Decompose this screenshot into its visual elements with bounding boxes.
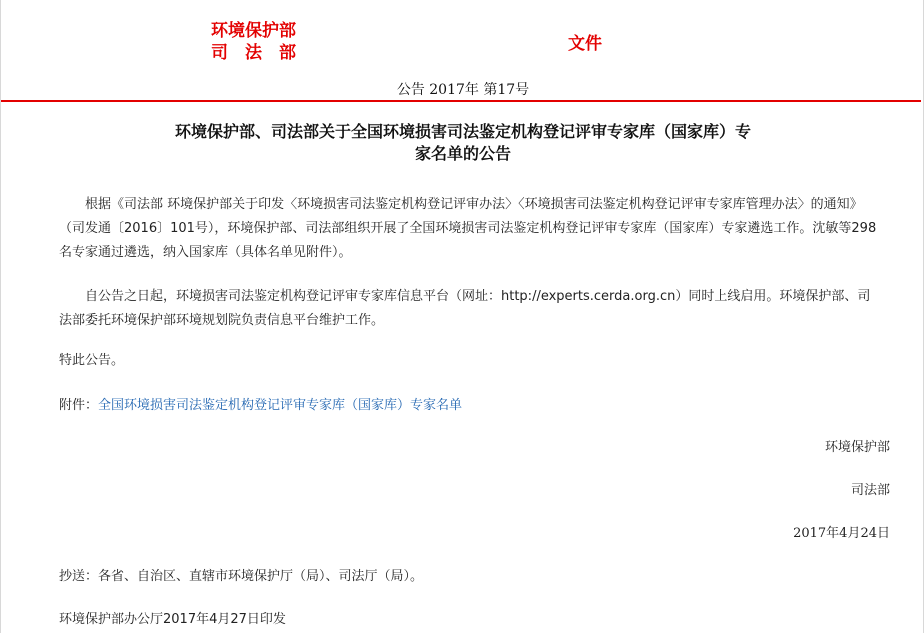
body-paragraph-1: 根据《司法部 环境保护部关于印发〈环境损害司法鉴定机构登记评审办法〉〈环境损害司法鉴定机构登记评审专家库管理办法〉的通知》（司发通〔2016〕101号），环境保护部、司法部组织开展了全国环境损害司法鉴定机构登记评审专家库（国家库）专家遴选工作。沈敏等298名专家通过遴选，纳入国家库（具体名单见附件）。 [59,197,877,260]
printed-line: 环境保护部办公厅2017年4月27日印发 [59,612,286,627]
document-word: 文件 [568,34,602,54]
body-paragraph-3: 特此公告。 [59,353,125,368]
signature-org-1: 环境保护部 [824,440,890,455]
red-divider [1,100,921,102]
signature-org-2: 司法部 [850,483,890,498]
attachment-link[interactable]: 全国环境损害司法鉴定机构登记评审专家库（国家库）专家名单 [98,398,463,413]
title-line-1: 环境保护部、司法部关于全国环境损害司法鉴定机构登记评审专家库（国家库）专 [174,122,751,141]
body-paragraph-2: 自公告之日起，环境损害司法鉴定机构登记评审专家库信息平台（网址：http://experts.cerda.org.cn）同时上线启用。环境保护部、司法部委托环境保护部环境规划院负责信息平台维护工作。 [59,289,871,328]
title-line-2: 家名单的公告 [414,144,511,163]
issuer-line-2: 司 法 部 [211,43,296,63]
issuer-line-1: 环境保护部 [211,21,296,41]
page-title [1,121,924,165]
attachment-line [59,394,462,418]
attachment-label: 附件： [59,398,99,413]
cc-line: 抄送：各省、自治区、直辖市环境保护厅（局）、司法厅（局）。 [59,569,424,584]
document-number: 公告 2017年 第17号 [396,82,530,98]
signature-date: 2017年4月24日 [793,526,890,541]
